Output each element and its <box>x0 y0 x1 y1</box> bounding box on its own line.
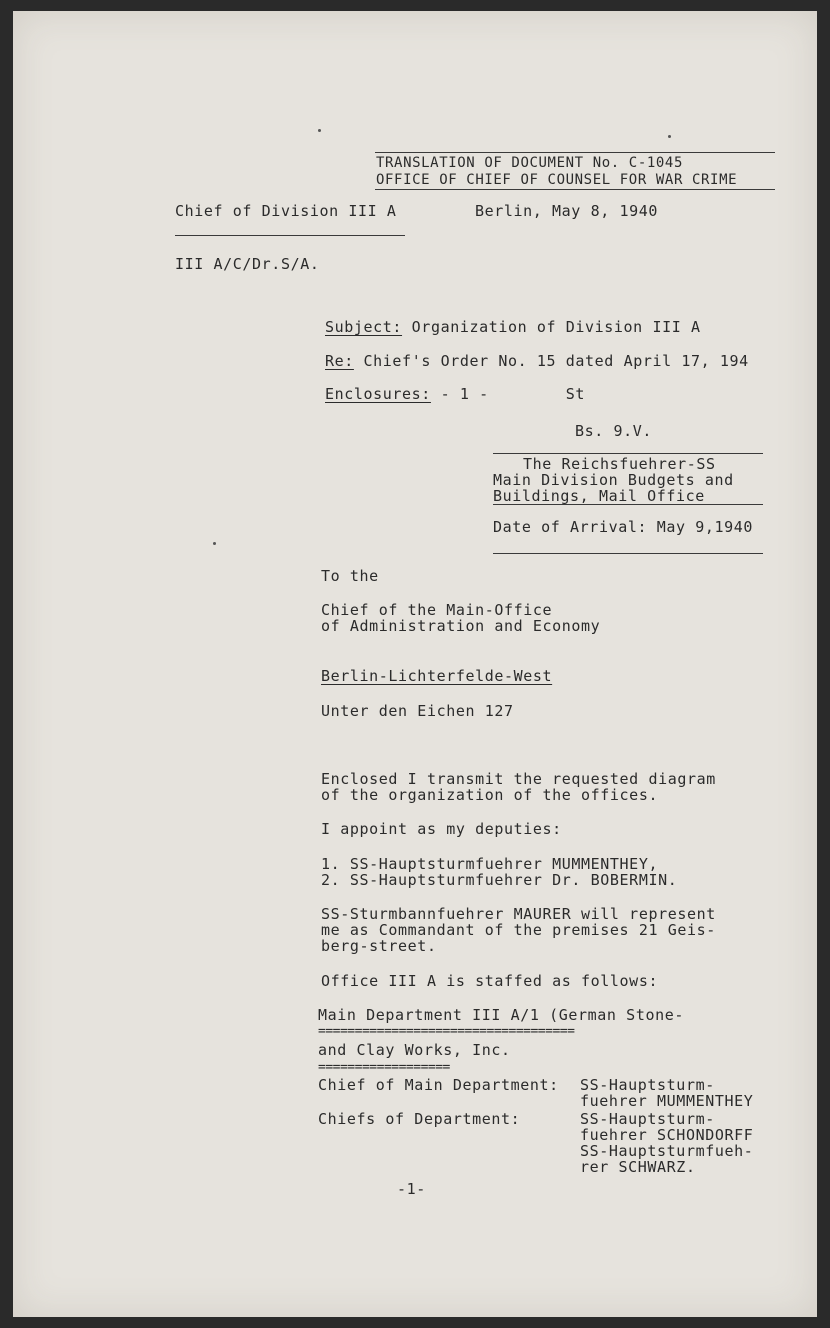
paragraph-3 <box>321 906 716 954</box>
enclosures-line <box>325 386 585 403</box>
translation-line: TRANSLATION OF DOCUMENT No. C-1045 <box>376 155 683 171</box>
re-line <box>325 353 749 370</box>
paper-speck <box>318 129 321 132</box>
chief-main-value <box>580 1077 753 1109</box>
recipient-line-2: of Administration and Economy <box>321 617 601 635</box>
page-number: -1- <box>397 1180 426 1198</box>
stamp-rule-top <box>493 453 763 454</box>
chiefs-value-4: rer SCHWARZ. <box>580 1158 696 1176</box>
place-date: Berlin, May 8, 1940 <box>475 202 658 220</box>
sender-title: Chief of Division III A <box>175 202 397 220</box>
reference-code: III A/C/Dr.S/A. <box>175 255 320 273</box>
paragraph-1-line-1: Enclosed I transmit the requested diagram <box>321 770 716 788</box>
chief-main-label: Chief of Main Department: <box>318 1076 559 1094</box>
department-heading-line-1: Main Department III A/1 (German Stone- <box>318 1006 684 1024</box>
sender-rule <box>175 235 405 236</box>
chief-main-value-2: fuehrer MUMMENTHEY <box>580 1092 754 1110</box>
enclosures-text: - 1 - St <box>430 385 586 403</box>
re-text: Chief's Order No. 15 dated April 17, 194 <box>353 352 749 370</box>
subject-label: Subject: <box>325 318 403 336</box>
document-page <box>13 11 817 1317</box>
department-equals-1: =================================== <box>318 1024 575 1039</box>
paper-speck <box>668 135 671 138</box>
stamp-line-3: Buildings, Mail Office <box>493 487 705 505</box>
arrival-date: Date of Arrival: May 9,1940 <box>493 518 754 536</box>
staffed-line: Office III A is staffed as follows: <box>321 972 659 990</box>
initials: Bs. 9.V. <box>575 422 653 440</box>
deputies-intro: I appoint as my deputies: <box>321 820 562 838</box>
paragraph-1 <box>321 771 716 803</box>
chiefs-value <box>580 1111 753 1175</box>
stamp <box>493 456 734 504</box>
department-heading-line-2: and Clay Works, Inc. <box>318 1041 511 1059</box>
paragraph-3-line-2: me as Commandant of the premises 21 Geis- <box>321 921 716 939</box>
subject-line <box>325 319 701 336</box>
chief-main-value-1: SS-Hauptsturm- <box>580 1076 715 1094</box>
re-label: Re: <box>325 352 354 370</box>
chiefs-value-1: SS-Hauptsturm- <box>580 1110 715 1128</box>
deputies-list <box>321 856 677 888</box>
header-rule-top <box>375 152 775 153</box>
paragraph-1-line-2: of the organization of the offices. <box>321 786 659 804</box>
chiefs-value-2: fuehrer SCHONDORFF <box>580 1126 754 1144</box>
department-equals-2: ================== <box>318 1060 450 1075</box>
deputy-2: 2. SS-Hauptsturmfuehrer Dr. BOBERMIN. <box>321 871 678 889</box>
office-line: OFFICE OF CHIEF OF COUNSEL FOR WAR CRIME <box>376 172 738 188</box>
recipient-office <box>321 602 600 634</box>
stamp-rule-mid <box>493 504 763 505</box>
recipient-city: Berlin-Lichterfelde-West <box>321 667 553 685</box>
header-rule-bottom <box>375 189 775 190</box>
paragraph-3-line-3: berg-street. <box>321 937 437 955</box>
recipient-street: Unter den Eichen 127 <box>321 702 514 720</box>
recipient-line-1: Chief of the Main-Office <box>321 601 553 619</box>
stamp-line-2: Main Division Budgets and <box>493 471 734 489</box>
stamp-line-1: The Reichsfuehrer-SS <box>523 455 716 473</box>
paper-speck <box>213 542 216 545</box>
chiefs-value-3: SS-Hauptsturmfueh- <box>580 1142 754 1160</box>
subject-text: Organization of Division III A <box>402 318 701 336</box>
stamp-rule-bottom <box>493 553 763 554</box>
recipient-to: To the <box>321 567 379 585</box>
deputy-1: 1. SS-Hauptsturmfuehrer MUMMENTHEY, <box>321 855 659 873</box>
chiefs-label: Chiefs of Department: <box>318 1110 521 1128</box>
paragraph-3-line-1: SS-Sturmbannfuehrer MAURER will represent <box>321 905 716 923</box>
enclosures-label: Enclosures: <box>325 385 431 403</box>
